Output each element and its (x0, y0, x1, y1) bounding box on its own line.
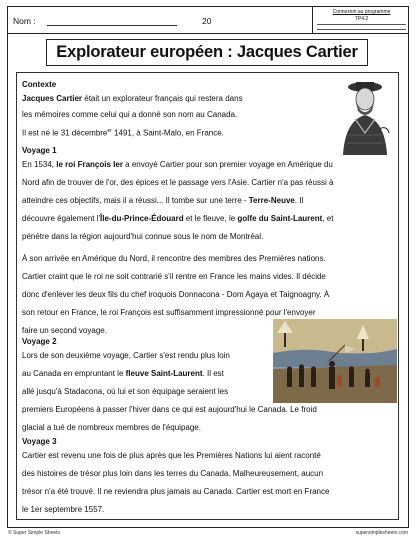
contexte-line-1: Jacques Cartier était un explorateur français qui restera dans (22, 94, 243, 103)
voyage-1-line-5: pénètre dans la région aujourd'hui connue sous le nom de Montréal. (22, 232, 264, 241)
voyage-1-heading: Voyage 1 (22, 146, 57, 155)
page-title: Explorateur européen : Jacques Cartier (56, 43, 358, 61)
voyage-2-heading: Voyage 2 (22, 337, 57, 346)
voyage-1-p2-line-2: Cartier craint que le roi ne soit contrarié s'il rentre en France les mains vides. Il décide (22, 272, 326, 281)
voyage-3-heading: Voyage 3 (22, 437, 57, 446)
connection-line (317, 24, 406, 25)
voyage-3-line-2: des histoires de trésor plus loin dans les terres du Canada. Malheureusement, aucun (22, 469, 324, 478)
voyage-2-line-4: premiers Européens à passer l'hiver dans ce qui est aujourd'hui le Canada. Le froid (22, 405, 317, 414)
voyage-1-line-2: Nord afin de trouver de l'or, des épices et le passage vers l'Asie. Cartier n'a pas réussi à (22, 178, 334, 187)
name-blank-line[interactable] (47, 25, 177, 26)
voyage-1-p2-line-3: donc d'enlever les deux fils du chef iroquois Donnacona - Dom Agaya et Taignoagny. À (22, 290, 330, 299)
footer-website[interactable]: supersimplesheets.com (355, 530, 408, 536)
voyage-2-line-5: glacial a tué de nombreux membres de l'équipage. (22, 423, 201, 432)
curriculum-connection-code: TP4.2 (354, 16, 369, 22)
footer-copyright: © Super Simple Sheets (8, 530, 61, 536)
voyage-illustration-image (273, 319, 397, 403)
voyage-3-line-1: Cartier est revenu une fois de plus après que les Premières Nations lui aient raconté (22, 451, 321, 460)
content-box (16, 72, 399, 520)
voyage-1-line-4: découvre également l'Île-du-Prince-Édouard et le fleuve, le golfe du Saint-Laurent, et (22, 214, 334, 223)
contexte-line-2: les mémoires comme celui qui a donné son nom au Canada. (22, 110, 238, 119)
voyage-2-line-2: au Canada en empruntant le fleuve Saint-Laurent. Il est (22, 369, 224, 378)
voyage-2-line-3: allé jusqu'à Stadacona, où lui et son équipage seraient les (22, 387, 229, 396)
name-label: Nom : (13, 16, 36, 26)
contexte-line-3: Il est né le 31 décembre$^{er}$ 1491, à Saint-Malo, en France. (22, 128, 224, 138)
worksheet-header (7, 6, 409, 34)
voyage-1-line-1: En 1534, le roi François Ier a envoyé Cartier pour son premier voyage en Amérique du (22, 160, 333, 169)
contexte-heading: Contexte (22, 80, 57, 89)
curriculum-connection-box (312, 6, 409, 33)
page-number: 20 (202, 16, 212, 26)
connection-line (317, 29, 406, 30)
voyage-1-p2-line-4: son retour en France, le roi François est suffisamment impressionné pour l'envoyer (22, 308, 316, 317)
voyage-3-line-3: trésor n'a été trouvé. Il ne reviendra plus jamais au Canada. Cartier est mort en France (22, 487, 330, 496)
title-box (46, 39, 368, 66)
cartier-name: Jacques Cartier (22, 94, 83, 103)
curriculum-connection-title: Connexion au programme (332, 9, 391, 15)
voyage-1-p2-line-5: faire un second voyage. (22, 326, 107, 335)
voyage-1-p2-line-1: À son arrivée en Amérique du Nord, il rencontre des membres des Premières nations. (22, 254, 326, 263)
voyage-2-line-1: Lors de son deuxième voyage, Cartier s'est rendu plus loin (22, 351, 230, 360)
voyage-3-line-4: le 1er septembre 1557. (22, 505, 105, 514)
voyage-1-line-3: atteindre ces objectifs, mais il a réussi... Il tombe sur une terre - Terre-Neuve. Il (22, 196, 304, 205)
cartier-portrait-image (335, 77, 395, 155)
